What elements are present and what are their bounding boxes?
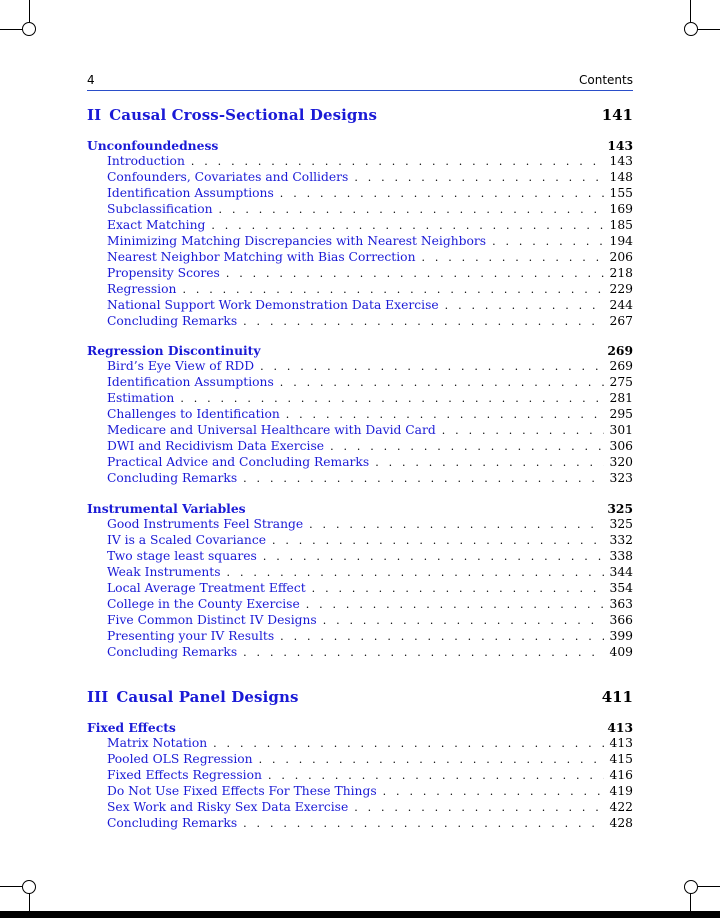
dot-leader [243, 315, 603, 328]
section-title: Concluding Remarks [107, 645, 238, 659]
part-page: 141 [601, 106, 633, 124]
toc-section[interactable] [107, 266, 633, 282]
section-page: 301 [609, 423, 633, 437]
section-title: Five Common Distinct IV Designs [107, 613, 317, 627]
dot-leader [263, 550, 604, 563]
section-page: 281 [609, 391, 633, 405]
toc-section[interactable] [107, 154, 633, 170]
toc-section[interactable] [107, 645, 633, 661]
toc-part[interactable] [87, 688, 633, 712]
section-title: Nearest Neighbor Matching with Bias Correction [107, 250, 416, 264]
section-page: 295 [609, 407, 633, 421]
section-title: Confounders, Covariates and Colliders [107, 170, 349, 184]
crop-mark-circle [22, 880, 36, 894]
dot-leader [422, 251, 604, 264]
toc-chapter[interactable] [87, 720, 633, 736]
section-title: Medicare and Universal Healthcare with David Card [107, 423, 436, 437]
chapter-page: 269 [607, 343, 633, 358]
crop-mark [690, 893, 691, 911]
section-page: 323 [609, 471, 633, 485]
dot-leader [191, 155, 604, 168]
dot-leader [180, 392, 603, 405]
dot-leader [272, 534, 604, 547]
section-title: Estimation [107, 391, 175, 405]
toc-section[interactable] [107, 597, 633, 613]
running-title: Contents [579, 73, 633, 87]
toc-section[interactable] [107, 282, 633, 298]
section-title: Subclassification [107, 202, 213, 216]
toc-section[interactable] [107, 375, 633, 391]
section-page: 422 [609, 800, 633, 814]
section-title: Identification Assumptions [107, 375, 274, 389]
dot-leader [213, 737, 603, 750]
section-page: 399 [609, 629, 633, 643]
toc-section[interactable] [107, 752, 633, 768]
section-page: 206 [609, 250, 633, 264]
toc-section[interactable] [107, 736, 633, 752]
toc-section[interactable] [107, 423, 633, 439]
section-title: Challenges to Identification [107, 407, 280, 421]
toc-section[interactable] [107, 218, 633, 234]
section-title: Concluding Remarks [107, 816, 238, 830]
dot-leader [442, 424, 604, 437]
chapter-title: Instrumental Variables [87, 501, 246, 516]
section-title: Practical Advice and Concluding Remarks [107, 455, 370, 469]
chapter-page: 325 [607, 501, 633, 516]
section-page: 169 [609, 202, 633, 216]
dot-leader [354, 801, 603, 814]
crop-mark [29, 893, 30, 911]
section-page: 218 [609, 266, 633, 280]
dot-leader [243, 472, 603, 485]
dot-leader [323, 614, 604, 627]
toc-section[interactable] [107, 250, 633, 266]
section-page: 244 [609, 298, 633, 312]
toc-section[interactable] [107, 533, 633, 549]
crop-mark [690, 0, 691, 22]
crop-mark [0, 886, 22, 887]
chapter-page: 143 [607, 138, 633, 153]
part-page: 411 [601, 688, 633, 706]
dot-leader [492, 235, 603, 248]
section-page: 194 [609, 234, 633, 248]
toc-section[interactable] [107, 170, 633, 186]
section-title: Concluding Remarks [107, 314, 238, 328]
section-title: College in the County Exercise [107, 597, 300, 611]
section-page: 267 [609, 314, 633, 328]
dot-leader [280, 187, 604, 200]
section-page: 413 [609, 736, 633, 750]
part-title: Causal Cross-Sectional Designs [109, 106, 378, 124]
toc-section[interactable] [107, 629, 633, 645]
section-title: Fixed Effects Regression [107, 768, 262, 782]
section-page: 363 [609, 597, 633, 611]
section-page: 143 [609, 154, 633, 168]
section-title: IV is a Scaled Covariance [107, 533, 266, 547]
section-page: 185 [609, 218, 633, 232]
section-title: Good Instruments Feel Strange [107, 517, 304, 531]
toc-section[interactable] [107, 768, 633, 784]
section-page: 306 [609, 439, 633, 453]
dot-leader [219, 203, 604, 216]
section-page: 419 [609, 784, 633, 798]
section-page: 332 [609, 533, 633, 547]
chapter-page: 413 [607, 720, 633, 735]
section-title: Introduction [107, 154, 185, 168]
dot-leader [243, 817, 603, 830]
dot-leader [354, 171, 603, 184]
toc-section[interactable] [107, 234, 633, 250]
dot-leader [268, 769, 604, 782]
crop-mark-circle [22, 22, 36, 36]
crop-mark [698, 886, 720, 887]
section-page: 148 [609, 170, 633, 184]
crop-mark [29, 0, 30, 22]
section-title: National Support Work Demonstration Data Exercise [107, 298, 439, 312]
toc-section[interactable] [107, 391, 633, 407]
dot-leader [280, 630, 603, 643]
dot-leader [243, 646, 603, 659]
section-title: Presenting your IV Results [107, 629, 275, 643]
section-page: 344 [609, 565, 633, 579]
section-page: 155 [609, 186, 633, 200]
crop-mark [698, 29, 720, 30]
part-number: III [87, 688, 109, 706]
section-page: 338 [609, 549, 633, 563]
toc-section[interactable] [107, 613, 633, 629]
section-page: 269 [609, 359, 633, 373]
section-page: 428 [609, 816, 633, 830]
dot-leader [330, 440, 603, 453]
dot-leader [286, 408, 604, 421]
dot-leader [259, 753, 604, 766]
dot-leader [226, 267, 604, 280]
section-title: Weak Instruments [107, 565, 221, 579]
part-title: Causal Panel Designs [116, 688, 299, 706]
page-number: 4 [87, 73, 95, 87]
page-edge [0, 911, 720, 918]
section-title: Concluding Remarks [107, 471, 238, 485]
toc-section[interactable] [107, 202, 633, 218]
section-title: Propensity Scores [107, 266, 220, 280]
dot-leader [445, 299, 604, 312]
section-page: 415 [609, 752, 633, 766]
toc-section[interactable] [107, 407, 633, 423]
dot-leader [306, 598, 604, 611]
section-page: 354 [609, 581, 633, 595]
section-title: Two stage least squares [107, 549, 257, 563]
dot-leader [182, 283, 603, 296]
toc-section[interactable] [107, 314, 633, 330]
dot-leader [260, 360, 603, 373]
section-page: 275 [609, 375, 633, 389]
section-title: Identification Assumptions [107, 186, 274, 200]
section-page: 325 [609, 517, 633, 531]
toc-section[interactable] [107, 816, 633, 832]
section-page: 320 [609, 455, 633, 469]
section-title: DWI and Recidivism Data Exercise [107, 439, 325, 453]
toc-section[interactable] [107, 298, 633, 314]
dot-leader [211, 219, 603, 232]
dot-leader [309, 518, 603, 531]
toc-section[interactable] [107, 800, 633, 816]
toc-part[interactable] [87, 106, 633, 130]
section-title: Local Average Treatment Effect [107, 581, 306, 595]
section-page: 366 [609, 613, 633, 627]
dot-leader [280, 376, 604, 389]
part-number: II [87, 106, 102, 124]
section-page: 229 [609, 282, 633, 296]
section-title: Bird’s Eye View of RDD [107, 359, 255, 373]
toc-section[interactable] [107, 565, 633, 581]
dot-leader [383, 785, 604, 798]
toc-section[interactable] [107, 186, 633, 202]
page-header [87, 72, 633, 91]
dot-leader [312, 582, 604, 595]
toc-section[interactable] [107, 784, 633, 800]
toc-section[interactable] [107, 455, 633, 471]
section-title: Do Not Use Fixed Effects For These Things [107, 784, 377, 798]
chapter-title: Unconfoundedness [87, 138, 219, 153]
section-title: Matrix Notation [107, 736, 208, 750]
toc-section[interactable] [107, 581, 633, 597]
dot-leader [375, 456, 603, 469]
crop-mark-circle [684, 22, 698, 36]
chapter-title: Regression Discontinuity [87, 343, 261, 358]
chapter-title: Fixed Effects [87, 720, 176, 735]
section-page: 416 [609, 768, 633, 782]
section-title: Regression [107, 282, 177, 296]
section-title: Sex Work and Risky Sex Data Exercise [107, 800, 349, 814]
dot-leader [227, 566, 604, 579]
toc-chapter[interactable] [87, 501, 633, 517]
toc-section[interactable] [107, 517, 633, 533]
toc-chapter[interactable] [87, 138, 633, 154]
toc-section[interactable] [107, 471, 633, 487]
crop-mark-circle [684, 880, 698, 894]
toc-section[interactable] [107, 549, 633, 565]
toc-chapter[interactable] [87, 343, 633, 359]
section-title: Minimizing Matching Discrepancies with Nearest Neighbors [107, 234, 487, 248]
section-title: Pooled OLS Regression [107, 752, 253, 766]
toc-section[interactable] [107, 439, 633, 455]
section-page: 409 [609, 645, 633, 659]
crop-mark [0, 29, 22, 30]
section-title: Exact Matching [107, 218, 206, 232]
toc-section[interactable] [107, 359, 633, 375]
